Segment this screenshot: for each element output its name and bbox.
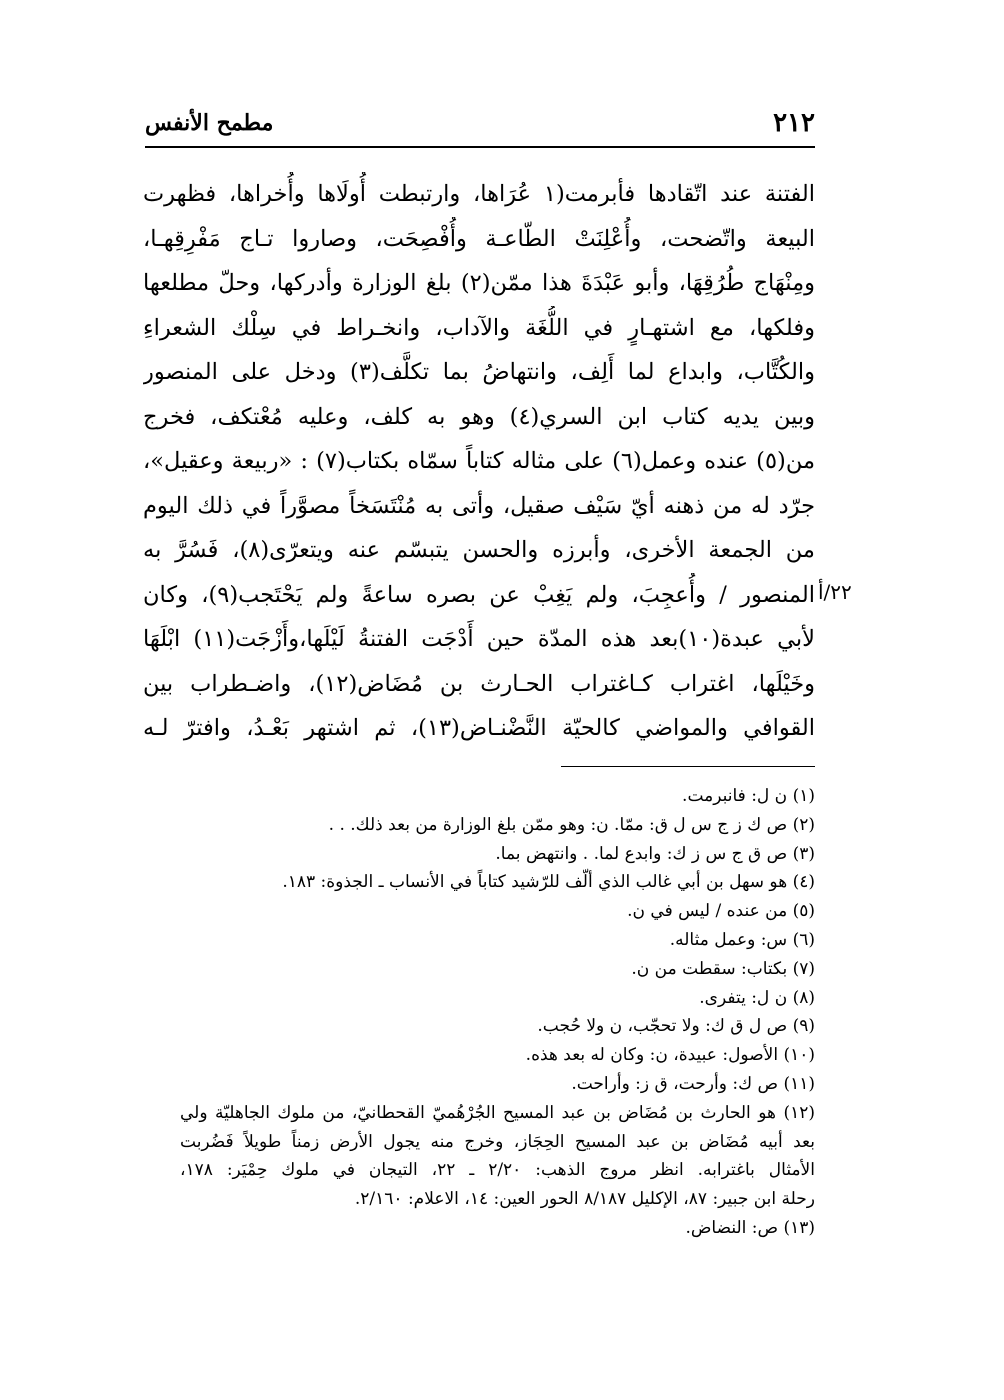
footnote: (٢) ص ك ز ج س ل ق: ممّا. ن: وهو ممّن بلغ الوزارة من بعد ذلك. . .: [328, 814, 815, 835]
footnote: (٨) ن ل: يتفرى.: [699, 987, 815, 1008]
body-line: وخَيْلَها، اغتراب كـاغتراب الحـارث بن مُضَاض(١٢)، واضـطراب بين: [143, 670, 815, 697]
body-line: جرّد له من ذهنه أيّ سَيْف صقيل، وأتى به مُنْتَسَخاً مصوَّراً في ذلك اليوم: [143, 492, 815, 519]
footnote: (٧) بكتاب: سقطت من ن.: [631, 958, 815, 979]
page-number: ٢١٢: [773, 108, 815, 138]
running-title: مطمح الأنفس: [145, 110, 274, 136]
footnotes: [180, 782, 815, 1243]
body-line: لأبي عبدة(١٠)بعد هذه المدّة حين أَدْجَت الفتنةُ لَيْلَها،وأَزْجَت(١١) ابْلَهَا: [143, 626, 815, 652]
body-line: وبين يديه كتاب ابن السري(٤) وهو به كلف، وعليه مُعْتكف، فخرج: [143, 403, 815, 430]
body-line: المنصور / وأُعجِبَ، ولم يَغِبْ عن بصره ساعةً ولم يَحْتَجب(٩)، وكان: [143, 581, 815, 608]
footnote: (٤) هو سهل بن أبي غالب الذي ألّف للرّشيد كتاباً في الأنساب ـ الجذوة: ١٨٣.: [282, 872, 815, 893]
footnote-12-line: (١٢) هو الحارث بن مُضَاض بن عبد المسيح الجُرْهُميّ القحطانيّ، من ملوك الجاهليّة ولي: [180, 1102, 815, 1123]
footnote-12-line: الأمثال باغترابه. انظر مروج الذهب: ٢/٢٠ ـ ٢٢، التيجان في ملوك حِمْيَر: ١٧٨،: [180, 1160, 815, 1181]
footnote: (٩) ص ل ق ك: ولا تحجّب، ن ولا حُجب.: [537, 1016, 815, 1037]
body-line: من(٥) عنده وعمل(٦) على مثاله كتاباً سمّاه بكتاب(٧) : «ربيعة وعقيل»،: [143, 448, 815, 474]
footnote-separator: [561, 766, 815, 767]
body-line: وفلكها، مع اشتهـارٍ في اللُّغَة والآداب، وانخـراط في سِلْك الشعراءِ: [143, 314, 815, 341]
body-line: الفتنة عند اتّقادها فأبرمت(١ عُرَاها، وارتبطت أُولَاها وأُخراها، فظهرت: [143, 181, 815, 207]
body-line: البيعة واتّضحت، وأُعْلِنَتْ الطّاعـة وأُفْصِحَت، وصاروا تـاج مَفْرِقِهـا،: [143, 225, 815, 252]
footnote: (١٣) ص: النضاض.: [685, 1217, 815, 1238]
body-line: القوافي والمواضي كالحيّة النَّضْنـاض(١٣)، ثم اشتهر بَعْـدُ، وافترّ لـه: [143, 715, 815, 741]
body-text: [143, 172, 815, 751]
header-rule: [145, 146, 815, 148]
manuscript-folio-note: ٢٢/أ: [818, 580, 852, 604]
footnote: (٥) من عنده / ليس في ن.: [627, 901, 815, 922]
body-line: ومِنْهَاج طُرُقِهَا، وأبو عَبْدَةَ هذا ممّن(٢) بلغ الوزارة وأدركها، وحلّ مطلعها: [143, 270, 815, 296]
footnote: (٣) ص ق ج س ز ك: وابدع لما. . وانتهض بما.: [495, 843, 815, 864]
footnote: (١٠) الأصول: عبيدة، ن: وكان له بعد هذه.: [525, 1045, 815, 1066]
body-line: من الجمعة الأخرى، وأبرزه والحسن يتبسّم عنه ويتعرّى(٨)، فَسُرَّ به: [143, 537, 815, 563]
body-line: والكُتَّاب، وابداع لما أَلِف، وانتهاضُ بما تكلَّف(٣) ودخل على المنصور: [143, 359, 815, 385]
footnote: (٦) س: وعمل مثاله.: [669, 929, 815, 950]
page-header: [145, 108, 815, 144]
footnote: (١١) ص ك: وأرحت، ق ز: وأراحت.: [571, 1073, 815, 1094]
footnote-12-line: رحلة ابن جبير: ٨٧، الإكليل ٨/١٨٧ الحور العين: ١٤، الاعلام: ٢/١٦٠.: [354, 1189, 815, 1210]
footnote: (١) ن ل: فانبرمت.: [682, 786, 815, 806]
footnote-12-line: بعد أبيه مُضَاض بن عبد المسيح الحِجَاز، وخرج منه يجول الأرض زمناً طويلاً فَضُربت: [180, 1131, 815, 1152]
